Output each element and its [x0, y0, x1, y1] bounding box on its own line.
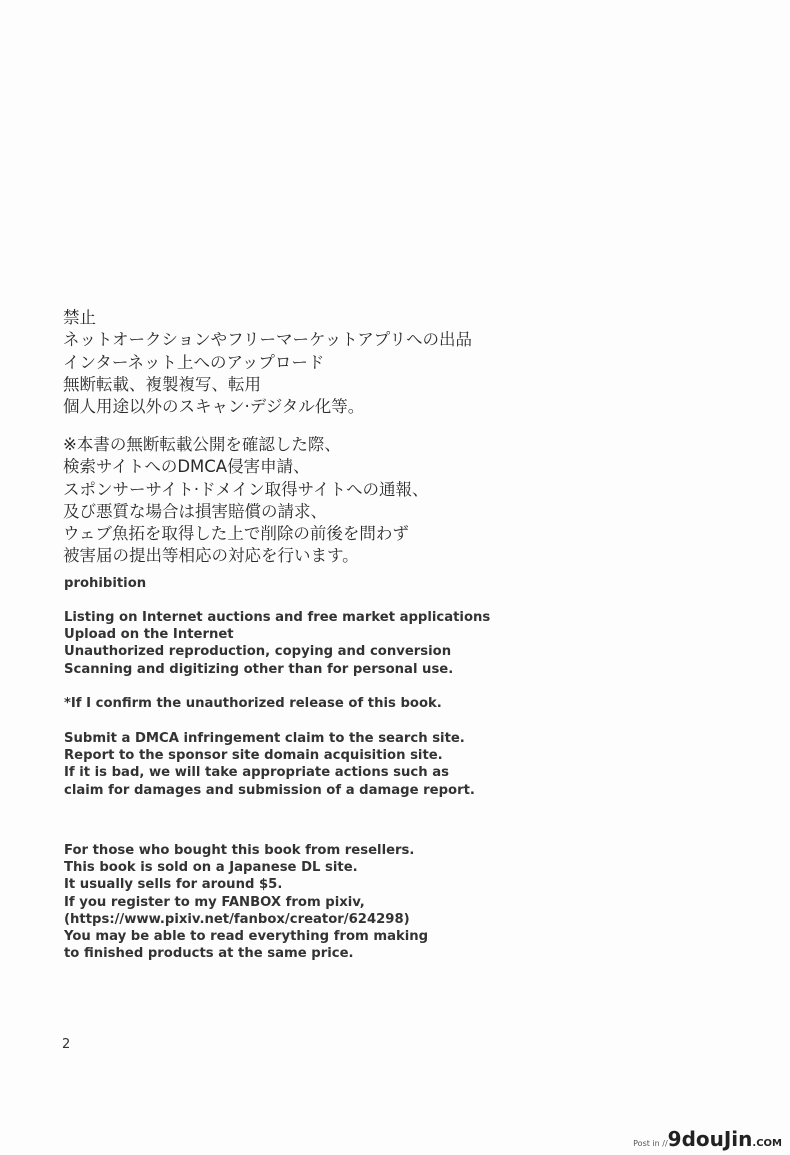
- english-prohibition-list: [64, 609, 490, 678]
- text-line: If it is bad, we will take appropriate actions such as: [64, 765, 449, 781]
- text-line: If you register to my FANBOX from pixiv,: [64, 894, 365, 910]
- text-line: ※本書の無断転載公開を確認した際、: [63, 435, 341, 454]
- text-line: It usually sells for around $5.: [64, 877, 283, 893]
- text-line: Submit a DMCA infringement claim to the search site.: [64, 731, 465, 746]
- text-line: Report to the sponsor site domain acquisition site.: [64, 748, 443, 764]
- japanese-prohibition-list: [63, 307, 472, 418]
- japanese-notice: [63, 434, 428, 568]
- watermark-brand: 9douJin: [667, 1127, 753, 1151]
- text-line: Scanning and digitizing other than for personal use.: [64, 661, 454, 677]
- watermark-prefix: Post in //: [633, 1139, 668, 1148]
- english-heading: prohibition: [64, 576, 147, 591]
- text-line: For those who bought this book from resellers.: [64, 843, 415, 858]
- watermark-logo: [633, 1127, 782, 1151]
- english-note: *If I confirm the unauthorized release of this book.: [64, 696, 442, 711]
- text-line: Listing on Internet auctions and free market applications: [64, 610, 491, 625]
- text-line: 及び悪質な場合は損害賠償の請求、: [63, 501, 327, 521]
- text-line: ネットオークションやフリーマーケットアプリへの出品: [63, 330, 473, 350]
- text-line: 無断転載、複製複写、転用: [63, 374, 261, 394]
- watermark-tld: .COM: [752, 1138, 782, 1149]
- text-line: 禁止: [63, 308, 96, 327]
- text-line: Upload on the Internet: [64, 627, 234, 643]
- text-line: スポンサーサイト·ドメイン取得サイトへの通報、: [63, 479, 429, 499]
- text-line: This book is sold on a Japanese DL site.: [64, 860, 358, 876]
- text-line: You may be able to read everything from making: [64, 928, 429, 944]
- text-line: to finished products at the same price.: [64, 946, 354, 962]
- text-line: ウェブ魚拓を取得した上で削除の前後を問わず: [63, 524, 409, 544]
- text-line: 検索サイトへのDMCA侵害申請、: [63, 457, 310, 477]
- text-line: 被害届の提出等相応の対応を行います。: [63, 546, 359, 566]
- text-line: 個人用途以外のスキャン·デジタル化等。: [63, 397, 365, 417]
- page-number: 2: [62, 1037, 71, 1052]
- text-line: (https://www.pixiv.net/fanbox/creator/624298): [64, 911, 410, 927]
- text-line: インターネット上へのアップロード: [63, 352, 325, 372]
- english-reseller-notice: [64, 842, 428, 962]
- english-actions: [64, 730, 475, 799]
- text-line: Unauthorized reproduction, copying and conversion: [64, 644, 452, 660]
- text-line: claim for damages and submission of a damage report.: [64, 782, 475, 798]
